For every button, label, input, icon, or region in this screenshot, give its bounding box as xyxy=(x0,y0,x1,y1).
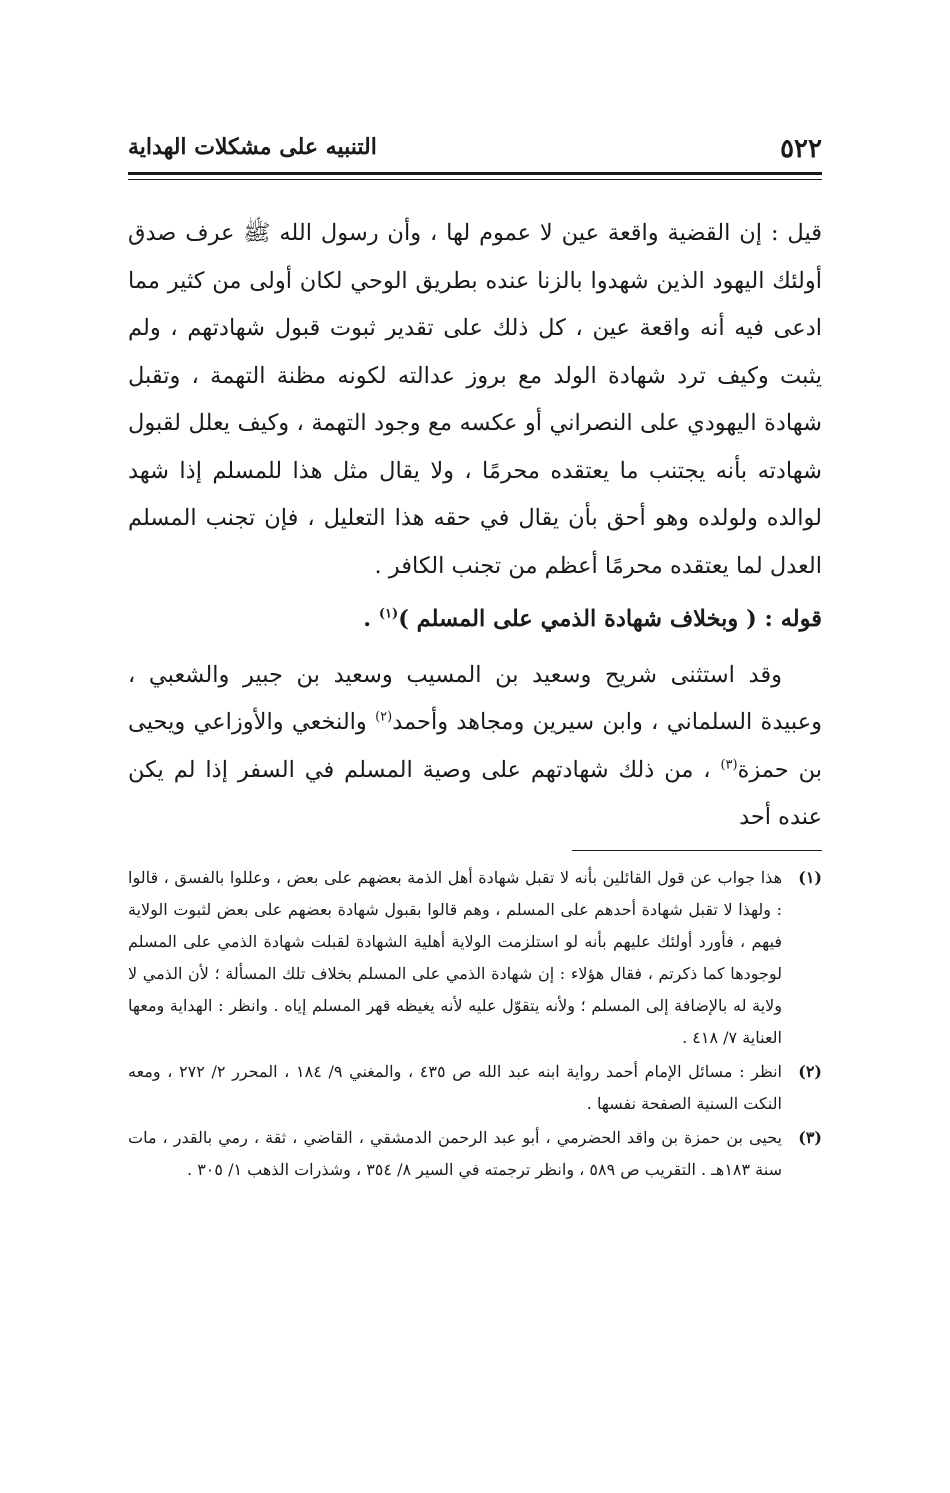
footnote-number: (٣) xyxy=(798,1128,822,1147)
footnote-ref-3: (٣) xyxy=(720,757,738,772)
main-text xyxy=(128,210,822,842)
footnote-number: (١) xyxy=(798,868,822,887)
footnote-separator xyxy=(572,850,822,851)
footnote-text: يحيى بن حمزة بن واقد الحضرمي ، أبو عبد الرحمن الدمشقي ، القاضي ، ثقة ، رمي بالقدر ، مات سنة ١٨٣هـ . التقريب ص ٥٨٩ ، وانظر ترجمته في السير ٨/ ٣٥٤ ، وشذرات الذهب ١/ ٣٠٥ . xyxy=(128,1128,782,1179)
footnote-text: هذا جواب عن قول القائلين بأنه لا تقبل شهادة أهل الذمة بعضهم على بعض ، وعللوا بالفسق ، قالوا : ولهذا لا تقبل شهادة أحدهم على المسلم ، وهم قالوا بقبول شهادة بعضهم على بعض لثبوت الولاية فيهم ، فأورد أولئك عليهم بأنه لو استلزمت الولاية أهلية الشهادة لقبلت شهادة الذمي على المسلم لوجودها كما ذكرتم ، فقال هؤلاء : إن شهادة الذمي على المسلم بخلاف تلك المسألة ؛ لأن الذمي لا ولاية له بالإضافة إلى المسلم ؛ ولأنه يتقوّل عليه لأنه يغيظه قهر المسلم إياه . وانظر : الهداية ومعها العناية ٧/ ٤١٨ . xyxy=(128,868,782,1047)
saying-text: قوله : ( وبخلاف شهادة الذمي على المسلم ) xyxy=(398,606,822,632)
footnote-text: انظر : مسائل الإمام أحمد رواية ابنه عبد الله ص ٤٣٥ ، والمغني ٩/ ١٨٤ ، المحرر ٢/ ٢٧٢ ، ومعه النكت السنية الصفحة نفسها . xyxy=(128,1062,783,1113)
saying-end: . xyxy=(363,606,379,632)
footnotes xyxy=(128,862,822,1188)
footnote-1 xyxy=(128,862,822,1054)
footnote-2 xyxy=(128,1056,822,1120)
paragraph-2-part-c: ، من ذلك شهادتهم على وصية المسلم في السفر إذا لم يكن عنده أحد xyxy=(128,756,822,830)
footnote-number: (٢) xyxy=(798,1062,822,1081)
page-number: ٥٢٢ xyxy=(780,134,822,164)
paragraph-2-part-b: والنخعي والأوزاعي ويحيى بن حمزة xyxy=(128,709,822,783)
footnote-ref-2: (٢) xyxy=(375,709,393,725)
paragraph-2 xyxy=(128,652,822,842)
header-rule xyxy=(128,172,822,178)
paragraph-2-part-a: وقد استثنى شريح وسعيد بن المسيب وسعيد بن جبير والشعبي ، وعبيدة السلماني ، وابن سيرين ومجاهد وأحمد xyxy=(128,661,823,735)
page-header xyxy=(128,130,822,170)
saying-heading xyxy=(128,596,822,644)
footnote-3 xyxy=(128,1122,822,1186)
running-title: التنبيه على مشكلات الهداية xyxy=(128,134,377,160)
paragraph-1: قيل : إن القضية واقعة عين لا عموم لها ، وأن رسول الله ﷺ عرف صدق أولئك اليهود الذين شهدوا بالزنا عنده بطريق الوحي لكان أولى من كثير مما ادعى فيه أنه واقعة عين ، كل ذلك على تقدير ثبوت قبول شهادتهم ، ولم يثبت وكيف ترد شهادة الولد مع بروز عدالته لكونه مظنة التهمة ، وتقبل شهادة اليهودي على النصراني أو عكسه مع وجود التهمة ، وكيف يعلل لقبول شهادته بأنه يجتنب ما يعتقده محرمًا ، ولا يقال مثل هذا للمسلم إذا شهد لوالده ولولده وهو أحق بأن يقال في حقه هذا التعليل ، فإن تجنب المسلم العدل لما يعتقده محرمًا أعظم من تجنب الكافر . xyxy=(128,220,822,579)
footnote-ref-1: (١) xyxy=(378,606,399,622)
